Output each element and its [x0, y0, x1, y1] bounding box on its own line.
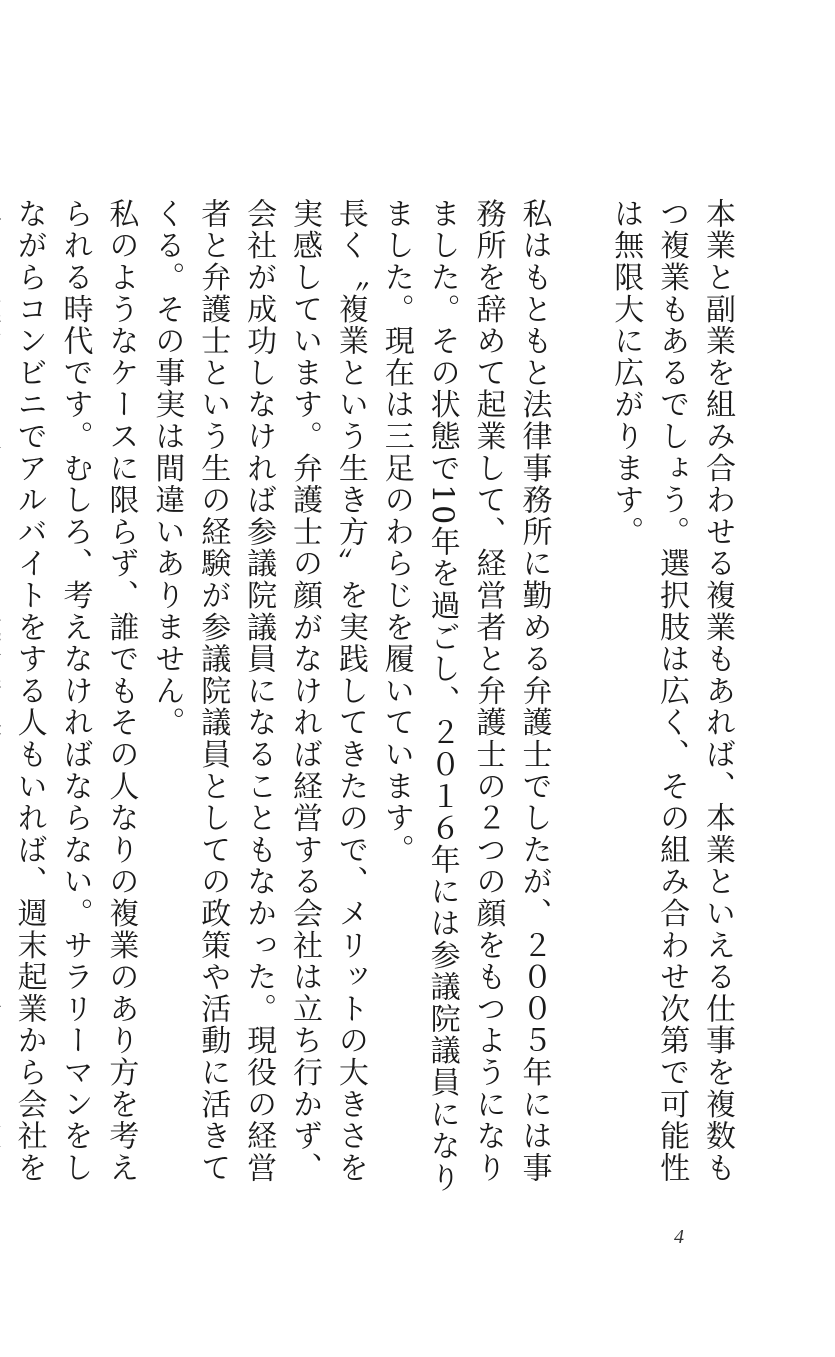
paragraph-blank — [556, 198, 602, 1208]
page-number: 4 — [674, 1226, 684, 1248]
paragraph-3: 長く〝複業という生き方〟を実践してきたので、メリットの大きさを実感しています。弁護士の顔がなければ経営する会社は立ち行かず、会社が成功しなければ参議院議員になることもなかった。現役の経営者と弁護士という生の経験が参議院議員としての政策や活動に活きてくる。その事実は間違いありません。 — [149, 198, 368, 1184]
paragraph-2: 私はもともと法律事務所に勤める弁護士でしたが、２００５年には事務所を辞めて起業して、経営者と弁護士の２つの顔をもつようになりました。その状態で10年を過ごし、２０１６年には参議院議員になりました。現在は三足のわらじを履いています。 — [378, 198, 552, 1194]
body-text — [11, 198, 740, 1208]
paragraph-1: 本業と副業を組み合わせる複業もあれば、本業といえる仕事を複数もつ複業もあるでしょう。選択肢は広く、その組み合わせ次第で可能性は無限大に広がります。 — [608, 198, 735, 1184]
paragraph-4: 私のようなケースに限らず、誰でもその人なりの複業のあり方を考えられる時代です。むしろ、考えなければならない。サラリーマンをしながらコンビニでアルバイトをする人もいれば、週末起業から会社を — [11, 198, 139, 1184]
